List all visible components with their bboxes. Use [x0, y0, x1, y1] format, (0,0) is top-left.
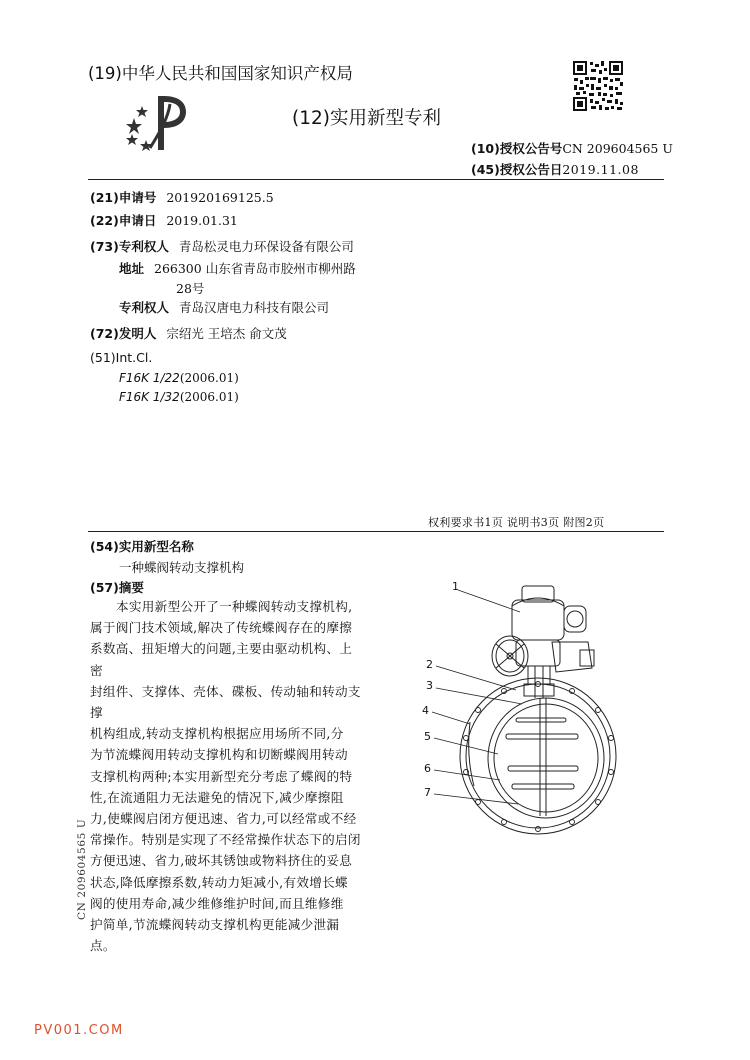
- header-divider: [88, 179, 664, 180]
- qr-code: [572, 60, 624, 112]
- ipc-code-2: F16K 1/32: [119, 390, 180, 404]
- utility-title-label: (54)实用新型名称: [90, 539, 194, 554]
- abstract-line: 属于阀门技术领域,解决了传统蝶阀存在的摩擦: [90, 620, 353, 636]
- valve-drawing: [400, 572, 670, 852]
- abstract-line: 护简单,节流蝶阀转动支撑机构更能减少泄漏: [90, 917, 340, 933]
- abstract-line: 封组件、支撑体、壳体、碟板、传动轴和转动支撑: [90, 683, 361, 721]
- utility-title: 一种蝶阀转动支撑机构: [119, 560, 245, 575]
- abstract-line: 性,在流通阻力无法避免的情况下,减少摩擦阻: [90, 789, 344, 805]
- application-number-label: (21)申请号: [90, 190, 157, 205]
- abstract-line: 系数高、扭矩增大的问题,主要由驱动机构、上密: [90, 641, 353, 678]
- abstract-text: [90, 596, 362, 956]
- ipc-code-1: F16K 1/22: [119, 371, 180, 385]
- abstract-line: 状态,降低摩擦系数,转动力矩减小,有效增长蝶: [90, 874, 348, 890]
- patentee2-name: 青岛汉唐电力科技有限公司: [179, 300, 330, 315]
- publication-date: 2019.11.08: [562, 162, 639, 177]
- figure-label-5: 5: [424, 730, 431, 743]
- publication-number-label: (10)授权公告号: [471, 141, 563, 156]
- inventor-names: 宗绍光 王培杰 俞文茂: [166, 326, 287, 341]
- office-name: (19)中华人民共和国国家知识产权局: [88, 64, 353, 83]
- pages-divider: [88, 531, 664, 532]
- abstract-line: 点。: [90, 938, 116, 954]
- publication-date-label: (45)授权公告日: [471, 162, 563, 177]
- application-number: 201920169125.5: [166, 190, 274, 205]
- abstract-line: 阀的使用寿命,减少维修维护时间,而且维修维: [90, 895, 344, 911]
- publication-number-row: [471, 139, 673, 157]
- abstract-line: 支撑机构两种;本实用新型充分考虑了蝶阀的特: [90, 768, 353, 784]
- patentee-label: (73)专利权人: [90, 239, 169, 254]
- abstract-line: 机构组成,转动支撑机构根据应用场所不同,分: [90, 726, 344, 742]
- pages-info: 权利要求书1页 说明书3页 附图2页: [428, 516, 605, 529]
- publication-number: CN 209604565 U: [562, 141, 673, 156]
- patentee2-label: 专利权人: [119, 300, 170, 315]
- abstract-line: 本实用新型公开了一种蝶阀转动支撑机构,: [116, 599, 353, 614]
- application-number-row: [90, 188, 274, 206]
- figure-label-2: 2: [426, 658, 433, 671]
- publication-date-row: [471, 160, 639, 178]
- ipc-version-2: (2006.01): [179, 390, 239, 404]
- abstract-line: 方便迅速、省力,破坏其锈蚀或物料挤住的妥息: [90, 853, 353, 869]
- figure-label-7: 7: [424, 786, 431, 799]
- figure-label-6: 6: [424, 762, 431, 775]
- application-date-row: [90, 211, 238, 229]
- abstract-line: 常操作。特别是实现了不经常操作状态下的启闭: [90, 832, 361, 848]
- application-date: 2019.01.31: [166, 213, 238, 228]
- application-date-label: (22)申请日: [90, 213, 157, 228]
- address-line-2: 28号: [176, 281, 205, 296]
- cnipa-logo: [124, 88, 188, 162]
- figure-label-1: 1: [452, 580, 459, 593]
- address-line-1: 266300 山东省青岛市胶州市柳州路: [154, 261, 356, 276]
- figure-label-4: 4: [422, 704, 429, 717]
- abstract-line: 力,使蝶阀启闭方便迅速、省力,可以经常或不经: [90, 811, 357, 827]
- document-type: (12)实用新型专利: [292, 108, 441, 129]
- abstract-line: 为节流蝶阀用转动支撑机构和切断蝶阀用转动: [90, 747, 348, 763]
- ipc-row-2: [119, 390, 239, 404]
- figure-label-3: 3: [426, 679, 433, 692]
- inventor-label: (72)发明人: [90, 326, 157, 341]
- site-watermark: PV001.COM: [34, 1023, 124, 1038]
- address-row: [119, 259, 356, 277]
- abstract-label: (57)摘要: [90, 580, 144, 595]
- patentee-name: 青岛松灵电力环保设备有限公司: [178, 239, 354, 254]
- address-label: 地址: [119, 261, 145, 276]
- int-cl-label: (51)Int.Cl.: [90, 350, 153, 365]
- inventor-row: [90, 324, 287, 342]
- ipc-row-1: [119, 371, 239, 385]
- patentee2-row: [119, 298, 329, 316]
- side-number-text: CN 209604565 U: [76, 818, 88, 920]
- patentee-row: [90, 237, 354, 255]
- ipc-version-1: (2006.01): [179, 371, 239, 385]
